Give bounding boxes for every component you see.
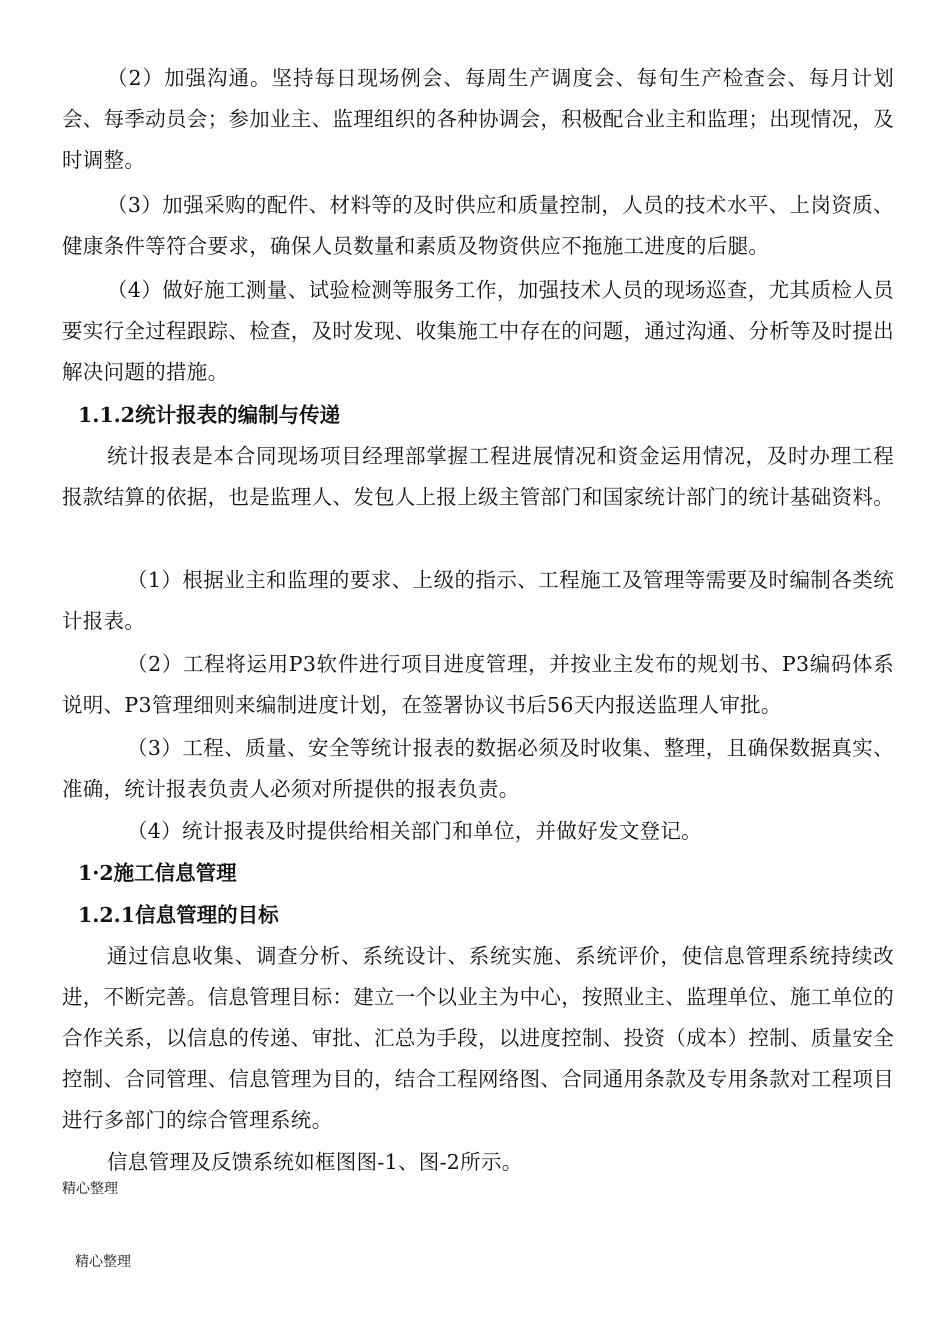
paragraph-survey-inspection: （4）做好施工测量、试验检测等服务工作，加强技术人员的现场巡查，尤其质检人员要实行全过程跟踪、检查，及时发现、收集施工中存在的问题，通过沟通、分析等及时提出解决问题的措施。 — [62, 278, 894, 384]
paragraph-statistics-1: （1）根据业主和监理的要求、上级的指示、工程施工及管理等需要及时编制各类统计报表。 — [62, 568, 894, 633]
paragraph-procurement: （3）加强采购的配件、材料等的及时供应和质量控制，人员的技术水平、上岗资质、健康条件等符合要求，确保人员数量和素质及物资供应不拖施工进度的后腿。 — [62, 193, 894, 258]
paragraph-statistics-3: （3）工程、质量、安全等统计报表的数据必须及时收集、整理，且确保数据真实、准确，统计报表负责人必须对所提供的报表负责。 — [62, 736, 894, 801]
heading-1-2: 1·2施工信息管理 — [78, 861, 237, 885]
paragraph-info-mgmt-goal: 通过信息收集、调查分析、系统设计、系统实施、系统评价，使信息管理系统持续改进，不断完善。信息管理目标：建立一个以业主为中心，按照业主、监理单位、施工单位的合作关系，以信息的传递、审批、汇总为手段，以进度控制、投资（成本）控制、质量安全控制、合同管理、信息管理为目的，结合工程网络图、合同通用条款及专用条款对工程项目进行多部门的综合管理系统。 — [62, 944, 894, 1132]
footer-note-secondary: 精心整理 — [75, 1254, 131, 1270]
paragraph-communication: （2）加强沟通。坚持每日现场例会、每周生产调度会、每旬生产检查会、每月计划会、每季动员会；参加业主、监理组织的各种协调会，积极配合业主和监理；出现情况，及时调整。 — [62, 66, 894, 172]
heading-1-2-1: 1.2.1信息管理的目标 — [78, 903, 279, 927]
heading-1-1-2: 1.1.2统计报表的编制与传递 — [78, 403, 341, 427]
footer-note: 精心整理 — [62, 1181, 118, 1197]
paragraph-statistics-4: （4）统计报表及时提供给相关部门和单位，并做好发文登记。 — [127, 819, 702, 843]
paragraph-statistics-intro: 统计报表是本合同现场项目经理部掌握工程进展情况和资金运用情况，及时办理工程报款结算的依据，也是监理人、发包人上报上级主管部门和国家统计部门的统计基础资料。 — [62, 444, 894, 509]
paragraph-statistics-2: （2）工程将运用P3软件进行项目进度管理，并按业主发布的规划书、P3编码体系说明、P3管理细则来编制进度计划，在签署协议书后56天内报送监理人审批。 — [62, 652, 894, 717]
paragraph-figure-reference: 信息管理及反馈系统如框图图-1、图-2所示。 — [107, 1150, 523, 1174]
